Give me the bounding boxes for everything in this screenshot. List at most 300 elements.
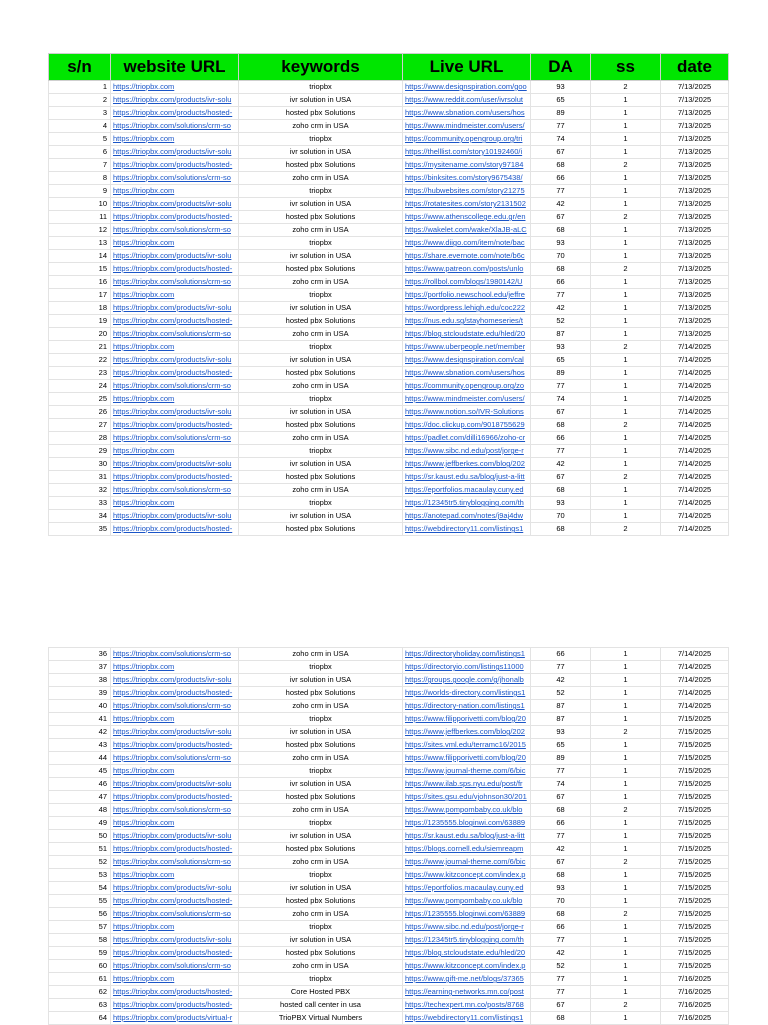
live-url-link[interactable]: https://www.notion.so/IVR-Solutions xyxy=(403,406,531,419)
row-number: 45 xyxy=(49,765,111,778)
keyword-cell: hosted pbx Solutions xyxy=(239,471,403,484)
live-url-link[interactable]: https://www.filipporivetti.com/blog/20 xyxy=(403,752,531,765)
live-url-link[interactable]: https://wordpress.lehigh.edu/coc222 xyxy=(403,302,531,315)
da-cell: 67 xyxy=(531,999,591,1012)
website-url-link[interactable]: https://triopbx.com/products/hosted- xyxy=(111,739,239,752)
table-row xyxy=(49,263,729,276)
keyword-cell: zoho crm in USA xyxy=(239,484,403,497)
website-url-link[interactable]: https://triopbx.com xyxy=(111,81,239,94)
live-url-link[interactable]: https://www.gift-me.net/blogs/37365 xyxy=(403,973,531,986)
website-url-link[interactable]: https://triopbx.com/products/ivr-solu xyxy=(111,674,239,687)
live-url-link[interactable]: https://www.diigo.com/item/note/bac xyxy=(403,237,531,250)
ss-cell: 1 xyxy=(591,276,661,289)
da-cell: 66 xyxy=(531,432,591,445)
date-cell: 7/15/2025 xyxy=(661,843,729,856)
table-row xyxy=(49,276,729,289)
row-number: 16 xyxy=(49,276,111,289)
website-url-link[interactable]: https://triopbx.com/solutions/crm-so xyxy=(111,484,239,497)
live-url-link[interactable]: https://blogs.cornell.edu/siemreapm xyxy=(403,843,531,856)
keyword-cell: zoho crm in USA xyxy=(239,804,403,817)
ss-cell: 2 xyxy=(591,856,661,869)
website-url-link[interactable]: https://triopbx.com/solutions/crm-so xyxy=(111,752,239,765)
table-row xyxy=(49,198,729,211)
da-cell: 68 xyxy=(531,804,591,817)
website-url-link[interactable]: https://triopbx.com xyxy=(111,973,239,986)
da-cell: 77 xyxy=(531,289,591,302)
keyword-cell: ivr solution in USA xyxy=(239,882,403,895)
website-url-link[interactable]: https://triopbx.com/products/hosted- xyxy=(111,986,239,999)
website-url-link[interactable]: https://triopbx.com/solutions/crm-so xyxy=(111,700,239,713)
ss-cell: 1 xyxy=(591,882,661,895)
table-row xyxy=(49,302,729,315)
row-number: 64 xyxy=(49,1012,111,1025)
live-url-link[interactable]: https://webdirectory11.com/listings1 xyxy=(403,523,531,536)
ss-cell: 1 xyxy=(591,700,661,713)
website-url-link[interactable]: https://triopbx.com xyxy=(111,497,239,510)
website-url-link[interactable]: https://triopbx.com/solutions/crm-so xyxy=(111,960,239,973)
website-url-link[interactable]: https://triopbx.com xyxy=(111,133,239,146)
row-number: 54 xyxy=(49,882,111,895)
date-cell: 7/15/2025 xyxy=(661,882,729,895)
da-cell: 68 xyxy=(531,908,591,921)
table-row xyxy=(49,726,729,739)
live-url-link[interactable]: https://www.reddit.com/user/ivrsolut xyxy=(403,94,531,107)
live-url-link[interactable]: https://padlet.com/dilli16966/zoho-cr xyxy=(403,432,531,445)
keyword-cell: zoho crm in USA xyxy=(239,224,403,237)
live-url-link[interactable]: https://www.pompombaby.co.uk/blo xyxy=(403,895,531,908)
live-url-link[interactable]: https://portfolio.newschool.edu/jeffre xyxy=(403,289,531,302)
row-number: 26 xyxy=(49,406,111,419)
date-cell: 7/14/2025 xyxy=(661,406,729,419)
keyword-cell: hosted pbx Solutions xyxy=(239,739,403,752)
keyword-cell: TrioPBX Virtual Numbers xyxy=(239,1012,403,1025)
date-cell: 7/13/2025 xyxy=(661,107,729,120)
live-url-link[interactable]: https://techexpert.mn.co/posts/8768 xyxy=(403,999,531,1012)
da-cell: 42 xyxy=(531,843,591,856)
live-url-link[interactable]: https://www.sbnation.com/users/hos xyxy=(403,107,531,120)
ss-cell: 1 xyxy=(591,172,661,185)
website-url-link[interactable]: https://triopbx.com/products/hosted- xyxy=(111,315,239,328)
date-cell: 7/15/2025 xyxy=(661,869,729,882)
live-url-link[interactable]: https://www.mindmeister.com/users/ xyxy=(403,393,531,406)
website-url-link[interactable]: https://triopbx.com/solutions/crm-so xyxy=(111,856,239,869)
row-number: 62 xyxy=(49,986,111,999)
website-url-link[interactable]: https://triopbx.com xyxy=(111,921,239,934)
live-url-link[interactable]: https://eportfolios.macaulay.cuny.ed xyxy=(403,484,531,497)
ss-cell: 1 xyxy=(591,739,661,752)
row-number: 2 xyxy=(49,94,111,107)
live-url-link[interactable]: https://www.filipporivetti.com/blog/20 xyxy=(403,713,531,726)
row-number: 19 xyxy=(49,315,111,328)
row-number: 36 xyxy=(49,648,111,661)
row-number: 13 xyxy=(49,237,111,250)
backlinks-table-page-2 xyxy=(48,647,729,1025)
ss-cell: 1 xyxy=(591,752,661,765)
live-url-link[interactable]: https://directory-nation.com/listings1 xyxy=(403,700,531,713)
live-url-link[interactable]: https://anotepad.com/notes/j9aj4dw xyxy=(403,510,531,523)
website-url-link[interactable]: https://triopbx.com/solutions/crm-so xyxy=(111,328,239,341)
da-cell: 67 xyxy=(531,146,591,159)
website-url-link[interactable]: https://triopbx.com/solutions/crm-so xyxy=(111,224,239,237)
table-row xyxy=(49,817,729,830)
ss-cell: 2 xyxy=(591,81,661,94)
website-url-link[interactable]: https://triopbx.com/products/hosted- xyxy=(111,999,239,1012)
website-url-link[interactable]: https://triopbx.com xyxy=(111,393,239,406)
table-row xyxy=(49,445,729,458)
website-url-link[interactable]: https://triopbx.com/products/hosted- xyxy=(111,263,239,276)
keyword-cell: triopbx xyxy=(239,341,403,354)
date-cell: 7/15/2025 xyxy=(661,752,729,765)
website-url-link[interactable]: https://triopbx.com/products/ivr-solu xyxy=(111,458,239,471)
row-number: 55 xyxy=(49,895,111,908)
website-url-link[interactable]: https://triopbx.com/solutions/crm-so xyxy=(111,172,239,185)
row-number: 17 xyxy=(49,289,111,302)
live-url-link[interactable]: https://www.pompombaby.co.uk/blo xyxy=(403,804,531,817)
row-number: 7 xyxy=(49,159,111,172)
keyword-cell: hosted pbx Solutions xyxy=(239,419,403,432)
da-cell: 70 xyxy=(531,510,591,523)
live-url-link[interactable]: https://blog.stcloudstate.edu/hled/20 xyxy=(403,328,531,341)
da-cell: 67 xyxy=(531,211,591,224)
ss-cell: 2 xyxy=(591,263,661,276)
table-row xyxy=(49,250,729,263)
table-row xyxy=(49,211,729,224)
keyword-cell: ivr solution in USA xyxy=(239,458,403,471)
website-url-link[interactable]: https://triopbx.com/products/ivr-solu xyxy=(111,882,239,895)
keyword-cell: zoho crm in USA xyxy=(239,172,403,185)
website-url-link[interactable]: https://triopbx.com xyxy=(111,341,239,354)
website-url-link[interactable]: https://triopbx.com/products/ivr-solu xyxy=(111,302,239,315)
row-number: 20 xyxy=(49,328,111,341)
da-cell: 68 xyxy=(531,224,591,237)
live-url-link[interactable]: https://webdirectory11.com/listings1 xyxy=(403,1012,531,1025)
keyword-cell: hosted pbx Solutions xyxy=(239,791,403,804)
row-number: 53 xyxy=(49,869,111,882)
live-url-link[interactable]: https://www.jeffberkes.com/blog/202 xyxy=(403,458,531,471)
date-cell: 7/14/2025 xyxy=(661,687,729,700)
keyword-cell: triopbx xyxy=(239,289,403,302)
website-url-link[interactable]: https://triopbx.com/products/ivr-solu xyxy=(111,726,239,739)
keyword-cell: hosted pbx Solutions xyxy=(239,367,403,380)
date-cell: 7/13/2025 xyxy=(661,94,729,107)
live-url-link[interactable]: https://12345tr5.tinyblogging.com/th xyxy=(403,934,531,947)
table-row xyxy=(49,765,729,778)
website-url-link[interactable]: https://triopbx.com xyxy=(111,237,239,250)
website-url-link[interactable]: https://triopbx.com/products/hosted- xyxy=(111,843,239,856)
da-cell: 52 xyxy=(531,687,591,700)
ss-cell: 1 xyxy=(591,791,661,804)
header-website-url: website URL xyxy=(111,54,239,81)
website-url-link[interactable]: https://triopbx.com/products/ivr-solu xyxy=(111,250,239,263)
website-url-link[interactable]: https://triopbx.com/products/hosted- xyxy=(111,211,239,224)
table-row xyxy=(49,661,729,674)
da-cell: 66 xyxy=(531,921,591,934)
live-url-link[interactable]: https://earning-networks.mn.co/post xyxy=(403,986,531,999)
website-url-link[interactable]: https://triopbx.com xyxy=(111,765,239,778)
website-url-link[interactable]: https://triopbx.com/products/hosted- xyxy=(111,159,239,172)
date-cell: 7/14/2025 xyxy=(661,700,729,713)
live-url-link[interactable]: https://nus.edu.sg/stayhomeseries/t xyxy=(403,315,531,328)
keyword-cell: triopbx xyxy=(239,713,403,726)
table-row xyxy=(49,341,729,354)
ss-cell: 1 xyxy=(591,947,661,960)
website-url-link[interactable]: https://triopbx.com xyxy=(111,817,239,830)
date-cell: 7/13/2025 xyxy=(661,81,729,94)
live-url-link[interactable]: https://mysitename.com/story97184 xyxy=(403,159,531,172)
website-url-link[interactable]: https://triopbx.com xyxy=(111,713,239,726)
live-url-link[interactable]: https://www.sibc.nd.edu/post/jorge-r xyxy=(403,921,531,934)
live-url-link[interactable]: https://share.evernote.com/note/b6c xyxy=(403,250,531,263)
ss-cell: 1 xyxy=(591,432,661,445)
row-number: 61 xyxy=(49,973,111,986)
website-url-link[interactable]: https://triopbx.com/products/ivr-solu xyxy=(111,94,239,107)
table-row xyxy=(49,419,729,432)
live-url-link[interactable]: https://community.opengroup.org/tri xyxy=(403,133,531,146)
ss-cell: 1 xyxy=(591,445,661,458)
date-cell: 7/14/2025 xyxy=(661,458,729,471)
website-url-link[interactable]: https://triopbx.com xyxy=(111,185,239,198)
live-url-link[interactable]: https://eportfolios.macaulay.cuny.ed xyxy=(403,882,531,895)
website-url-link[interactable]: https://triopbx.com/solutions/crm-so xyxy=(111,120,239,133)
keyword-cell: triopbx xyxy=(239,237,403,250)
live-url-link[interactable]: https://rollbol.com/blogs/1980142/U xyxy=(403,276,531,289)
website-url-link[interactable]: https://triopbx.com/products/ivr-solu xyxy=(111,198,239,211)
ss-cell: 1 xyxy=(591,674,661,687)
da-cell: 77 xyxy=(531,661,591,674)
ss-cell: 1 xyxy=(591,224,661,237)
table-row xyxy=(49,367,729,380)
da-cell: 68 xyxy=(531,159,591,172)
live-url-link[interactable]: https://groups.google.com/g/jhonalb xyxy=(403,674,531,687)
live-url-link[interactable]: https://www.journal-theme.com/6/bic xyxy=(403,765,531,778)
table-row xyxy=(49,830,729,843)
live-url-link[interactable]: https://www.designspiration.com/goo xyxy=(403,81,531,94)
ss-cell: 2 xyxy=(591,523,661,536)
live-url-link[interactable]: https://www.sbnation.com/users/hos xyxy=(403,367,531,380)
table-row xyxy=(49,380,729,393)
live-url-link[interactable]: https://community.opengroup.org/zo xyxy=(403,380,531,393)
date-cell: 7/15/2025 xyxy=(661,947,729,960)
website-url-link[interactable]: https://triopbx.com/products/hosted- xyxy=(111,791,239,804)
live-url-link[interactable]: https://www.journal-theme.com/6/bic xyxy=(403,856,531,869)
date-cell: 7/14/2025 xyxy=(661,419,729,432)
table-row xyxy=(49,947,729,960)
da-cell: 77 xyxy=(531,934,591,947)
table-row xyxy=(49,791,729,804)
table-row xyxy=(49,934,729,947)
da-cell: 77 xyxy=(531,380,591,393)
table-row xyxy=(49,484,729,497)
row-number: 32 xyxy=(49,484,111,497)
da-cell: 89 xyxy=(531,367,591,380)
live-url-link[interactable]: https://sites.vml.edu/terramc16/2015 xyxy=(403,739,531,752)
website-url-link[interactable]: https://triopbx.com/products/hosted- xyxy=(111,419,239,432)
website-url-link[interactable]: https://triopbx.com/products/hosted- xyxy=(111,947,239,960)
table-row xyxy=(49,804,729,817)
table-row xyxy=(49,973,729,986)
da-cell: 52 xyxy=(531,315,591,328)
live-url-link[interactable]: https://www.designspiration.com/cal xyxy=(403,354,531,367)
da-cell: 66 xyxy=(531,172,591,185)
date-cell: 7/15/2025 xyxy=(661,804,729,817)
live-url-link[interactable]: https://binksites.com/story9675438/ xyxy=(403,172,531,185)
date-cell: 7/14/2025 xyxy=(661,393,729,406)
live-url-link[interactable]: https://www.mindmeister.com/users/ xyxy=(403,120,531,133)
website-url-link[interactable]: https://triopbx.com/products/hosted- xyxy=(111,687,239,700)
keyword-cell: ivr solution in USA xyxy=(239,934,403,947)
keyword-cell: ivr solution in USA xyxy=(239,674,403,687)
date-cell: 7/14/2025 xyxy=(661,484,729,497)
row-number: 35 xyxy=(49,523,111,536)
row-number: 23 xyxy=(49,367,111,380)
da-cell: 70 xyxy=(531,895,591,908)
website-url-link[interactable]: https://triopbx.com/solutions/crm-so xyxy=(111,648,239,661)
live-url-link[interactable]: https://1235555.bloginwi.com/63889 xyxy=(403,908,531,921)
ss-cell: 1 xyxy=(591,895,661,908)
keyword-cell: zoho crm in USA xyxy=(239,856,403,869)
website-url-link[interactable]: https://triopbx.com/products/ivr-solu xyxy=(111,778,239,791)
website-url-link[interactable]: https://triopbx.com/solutions/crm-so xyxy=(111,276,239,289)
website-url-link[interactable]: https://triopbx.com/products/hosted- xyxy=(111,367,239,380)
keyword-cell: triopbx xyxy=(239,817,403,830)
header-row xyxy=(49,54,729,81)
ss-cell: 2 xyxy=(591,471,661,484)
live-url-link[interactable]: https://hubwebsites.com/story21275 xyxy=(403,185,531,198)
live-url-link[interactable]: https://12345tr5.tinyblogging.com/th xyxy=(403,497,531,510)
date-cell: 7/13/2025 xyxy=(661,133,729,146)
website-url-link[interactable]: https://triopbx.com/products/ivr-solu xyxy=(111,934,239,947)
header-da: DA xyxy=(531,54,591,81)
table-row xyxy=(49,289,729,302)
website-url-link[interactable]: https://triopbx.com/products/ivr-solu xyxy=(111,354,239,367)
row-number: 12 xyxy=(49,224,111,237)
ss-cell: 1 xyxy=(591,986,661,999)
table-row xyxy=(49,674,729,687)
live-url-link[interactable]: https://www.kitzconcept.com/index.p xyxy=(403,869,531,882)
website-url-link[interactable]: https://triopbx.com/products/virtual-r xyxy=(111,1012,239,1025)
da-cell: 42 xyxy=(531,302,591,315)
live-url-link[interactable]: https://worlds-directory.com/listings1 xyxy=(403,687,531,700)
table-row xyxy=(49,315,729,328)
da-cell: 89 xyxy=(531,752,591,765)
table-row xyxy=(49,960,729,973)
live-url-link[interactable]: https://www.ilab.sps.nyu.edu/post/fr xyxy=(403,778,531,791)
table-row xyxy=(49,986,729,999)
website-url-link[interactable]: https://triopbx.com xyxy=(111,289,239,302)
website-url-link[interactable]: https://triopbx.com/products/hosted- xyxy=(111,471,239,484)
table-row xyxy=(49,687,729,700)
live-url-link[interactable]: https://www.sibc.nd.edu/post/jorge-r xyxy=(403,445,531,458)
live-url-link[interactable]: https://www.uberpeople.net/member xyxy=(403,341,531,354)
row-number: 41 xyxy=(49,713,111,726)
row-number: 18 xyxy=(49,302,111,315)
keyword-cell: ivr solution in USA xyxy=(239,726,403,739)
website-url-link[interactable]: https://triopbx.com/solutions/crm-so xyxy=(111,380,239,393)
website-url-link[interactable]: https://triopbx.com xyxy=(111,869,239,882)
live-url-link[interactable]: https://www.patreon.com/posts/unlo xyxy=(403,263,531,276)
da-cell: 65 xyxy=(531,354,591,367)
website-url-link[interactable]: https://triopbx.com/products/hosted- xyxy=(111,895,239,908)
date-cell: 7/15/2025 xyxy=(661,895,729,908)
website-url-link[interactable]: https://triopbx.com/products/ivr-solu xyxy=(111,406,239,419)
keyword-cell: triopbx xyxy=(239,445,403,458)
website-url-link[interactable]: https://triopbx.com/products/hosted- xyxy=(111,107,239,120)
date-cell: 7/14/2025 xyxy=(661,497,729,510)
da-cell: 87 xyxy=(531,700,591,713)
row-number: 24 xyxy=(49,380,111,393)
date-cell: 7/16/2025 xyxy=(661,986,729,999)
da-cell: 93 xyxy=(531,237,591,250)
ss-cell: 2 xyxy=(591,908,661,921)
ss-cell: 1 xyxy=(591,393,661,406)
website-url-link[interactable]: https://triopbx.com/solutions/crm-so xyxy=(111,432,239,445)
live-url-link[interactable]: https://sr.kaust.edu.sa/blog/just-a-litt xyxy=(403,830,531,843)
website-url-link[interactable]: https://triopbx.com/products/ivr-solu xyxy=(111,510,239,523)
live-url-link[interactable]: https://www.jeffberkes.com/blog/202 xyxy=(403,726,531,739)
da-cell: 70 xyxy=(531,250,591,263)
live-url-link[interactable]: https://wakelet.com/wake/XlaJB-aLC xyxy=(403,224,531,237)
live-url-link[interactable]: https://1235555.bloginwi.com/63889 xyxy=(403,817,531,830)
website-url-link[interactable]: https://triopbx.com xyxy=(111,661,239,674)
live-url-link[interactable]: https://blog.stcloudstate.edu/hled/20 xyxy=(403,947,531,960)
ss-cell: 1 xyxy=(591,185,661,198)
keyword-cell: triopbx xyxy=(239,869,403,882)
date-cell: 7/15/2025 xyxy=(661,817,729,830)
date-cell: 7/13/2025 xyxy=(661,159,729,172)
website-url-link[interactable]: https://triopbx.com/solutions/crm-so xyxy=(111,908,239,921)
da-cell: 68 xyxy=(531,419,591,432)
ss-cell: 1 xyxy=(591,765,661,778)
website-url-link[interactable]: https://triopbx.com/products/hosted- xyxy=(111,523,239,536)
date-cell: 7/15/2025 xyxy=(661,726,729,739)
da-cell: 65 xyxy=(531,94,591,107)
website-url-link[interactable]: https://triopbx.com xyxy=(111,445,239,458)
ss-cell: 1 xyxy=(591,315,661,328)
website-url-link[interactable]: https://triopbx.com/products/ivr-solu xyxy=(111,146,239,159)
date-cell: 7/13/2025 xyxy=(661,276,729,289)
live-url-link[interactable]: https://www.kitzconcept.com/index.p xyxy=(403,960,531,973)
keyword-cell: triopbx xyxy=(239,393,403,406)
live-url-link[interactable]: https://rotatesites.com/story2131502 xyxy=(403,198,531,211)
keyword-cell: triopbx xyxy=(239,185,403,198)
keyword-cell: zoho crm in USA xyxy=(239,960,403,973)
row-number: 29 xyxy=(49,445,111,458)
live-url-link[interactable]: https://www.athenscollege.edu.gr/en xyxy=(403,211,531,224)
da-cell: 67 xyxy=(531,406,591,419)
live-url-link[interactable]: https://doc.clickup.com/9018755629 xyxy=(403,419,531,432)
table-row xyxy=(49,778,729,791)
keyword-cell: triopbx xyxy=(239,921,403,934)
da-cell: 68 xyxy=(531,523,591,536)
ss-cell: 2 xyxy=(591,726,661,739)
live-url-link[interactable]: https://thelllist.com/story10192460/i xyxy=(403,146,531,159)
date-cell: 7/14/2025 xyxy=(661,380,729,393)
live-url-link[interactable]: https://sites.gsu.edu/vjohnson30/201 xyxy=(403,791,531,804)
row-number: 30 xyxy=(49,458,111,471)
keyword-cell: ivr solution in USA xyxy=(239,250,403,263)
live-url-link[interactable]: https://sr.kaust.edu.sa/blog/just-a-litt xyxy=(403,471,531,484)
live-url-link[interactable]: https://directoryio.com/listings11000 xyxy=(403,661,531,674)
live-url-link[interactable]: https://directoryholiday.com/listings1 xyxy=(403,648,531,661)
date-cell: 7/14/2025 xyxy=(661,471,729,484)
da-cell: 89 xyxy=(531,107,591,120)
website-url-link[interactable]: https://triopbx.com/products/ivr-solu xyxy=(111,830,239,843)
website-url-link[interactable]: https://triopbx.com/solutions/crm-so xyxy=(111,804,239,817)
row-number: 38 xyxy=(49,674,111,687)
date-cell: 7/14/2025 xyxy=(661,445,729,458)
table-row xyxy=(49,224,729,237)
table-row xyxy=(49,921,729,934)
